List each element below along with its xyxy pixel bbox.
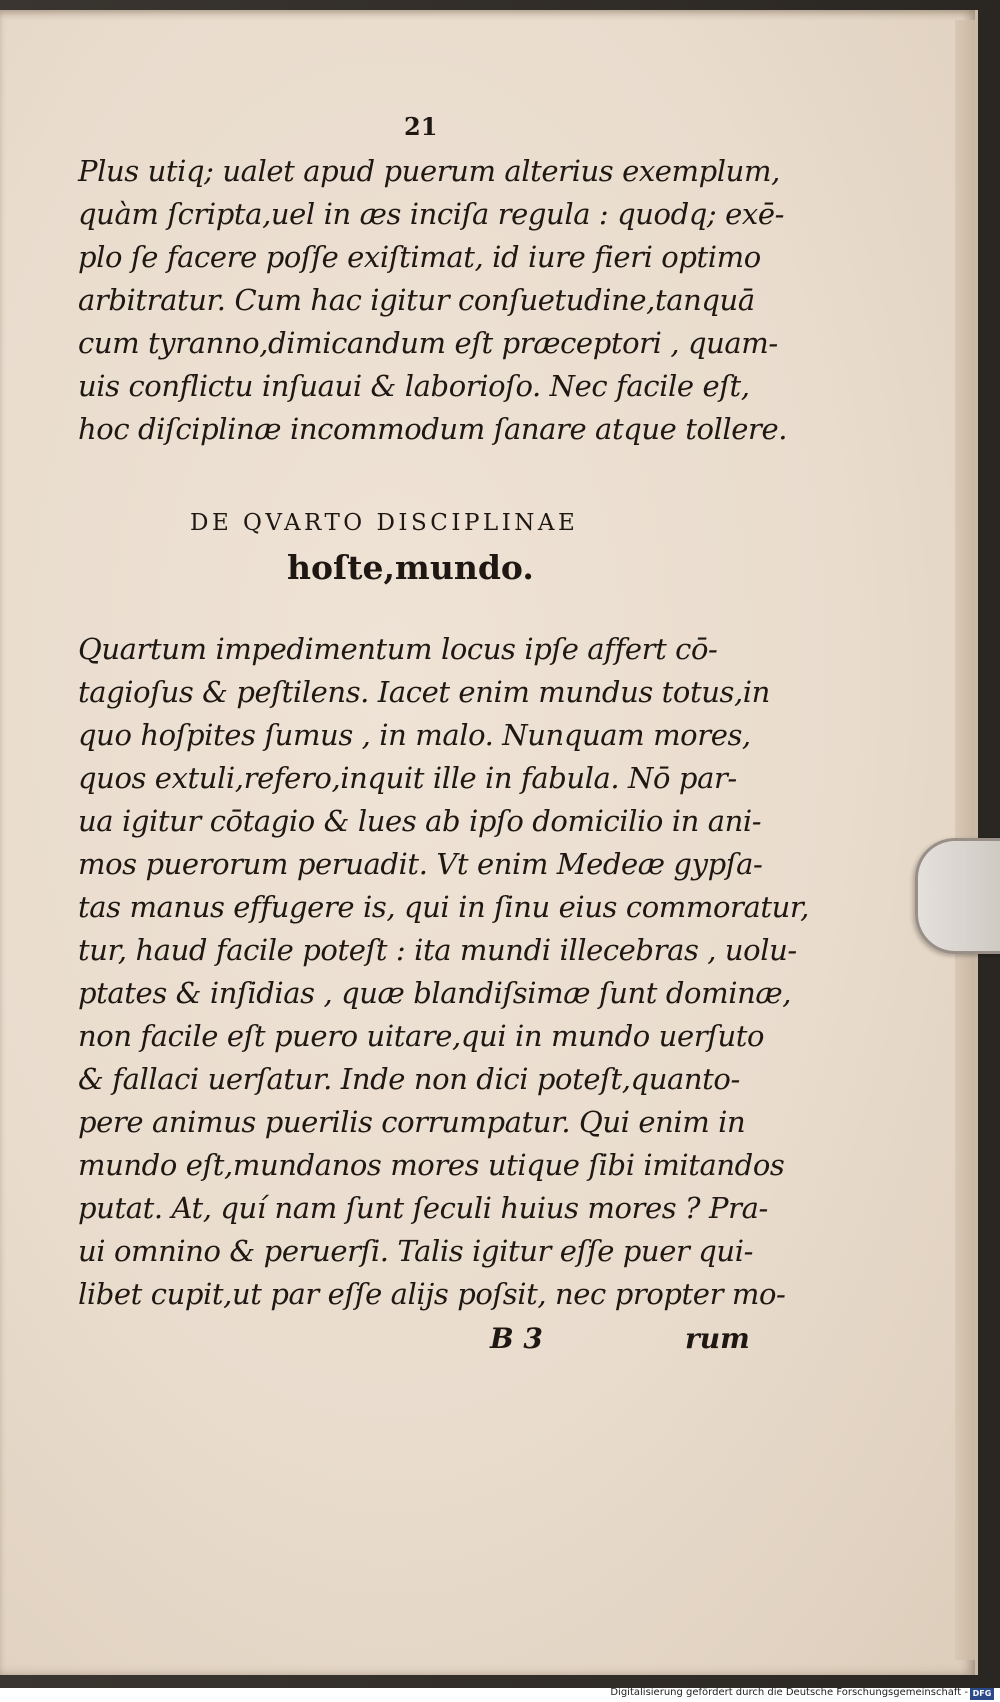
catchword: rum — [685, 1322, 750, 1355]
text-line: pere animus puerilis corrumpatur. Qui enim in — [78, 1105, 746, 1139]
text-line: quo hoſpites ſumus , in malo. Nunquam mores, — [78, 718, 751, 752]
text-line: cum tyranno,dimicandum eſt præceptori , quam- — [78, 326, 778, 360]
text-line: mos puerorum peruadit. Vt enim Medeæ gypſa- — [78, 847, 763, 881]
text-line: non facile eſt puero uitare,qui in mundo uerſuto — [78, 1019, 765, 1053]
text-line: libet cupit,ut par eſſe alijs poſsit, nec propter mo- — [78, 1277, 786, 1311]
paragraph-1 — [78, 150, 788, 451]
text-line: quos extuli,refero,inquit ille in fabula. Nō par- — [78, 761, 737, 795]
section-heading: DE QVARTO DISCIPLINAE — [190, 510, 579, 536]
text-line: ua igitur cōtagio & lues ab ipſo domicilio in ani- — [78, 804, 762, 838]
signature-mark: B 3 — [490, 1322, 543, 1355]
text-line: Plus utiq; ualet apud puerum alterius exemplum, — [78, 154, 780, 188]
footer-credit: Digitalisierung gefördert durch die Deutsche Forschungsgemeinschaft - — [610, 1687, 968, 1698]
text-line: tagioſus & peſtilens. Iacet enim mundus totus,in — [78, 675, 770, 709]
section-heading-subtitle: hoſte,mundo. — [287, 548, 534, 587]
text-line: mundo eſt,mundanos mores utique ſibi imitandos — [78, 1148, 785, 1182]
text-line: ui omnino & peruerſi. Talis igitur eſſe puer qui- — [78, 1234, 753, 1268]
text-line: tas manus effugere is, qui in ſinu eius commoratur, — [78, 890, 809, 924]
dfg-logo: DFG — [970, 1688, 994, 1700]
text-line: & fallaci uerſatur. Inde non dici poteſt,quanto- — [78, 1062, 740, 1096]
text-line: uis conflictu inſuaui & laborioſo. Nec facile eſt, — [78, 369, 750, 403]
text-line: putat. At, quí nam ſunt ſeculi huius mores ? Pra- — [78, 1191, 768, 1225]
text-line: arbitratur. Cum hac igitur conſuetudine,tanquā — [78, 283, 755, 317]
text-line: tur, haud facile poteſt : ita mundi illecebras , uolu- — [78, 933, 797, 967]
text-line: ptates & inſidias , quæ blandiſsimæ ſunt dominæ, — [78, 976, 792, 1010]
text-line: Quartum impedimentum locus ipſe affert cō- — [78, 632, 718, 666]
text-line: plo ſe facere poſſe exiſtimat, id iure fieri optimo — [78, 240, 761, 274]
paragraph-2 — [78, 628, 809, 1316]
page-number: 21 — [404, 112, 438, 141]
text-line: hoc diſciplinæ incommodum ſanare atque tollere. — [78, 412, 788, 446]
text-line: quàm ſcripta,uel in æs inciſa regula : quodq; exē- — [78, 197, 784, 231]
page-clip — [915, 838, 1000, 954]
